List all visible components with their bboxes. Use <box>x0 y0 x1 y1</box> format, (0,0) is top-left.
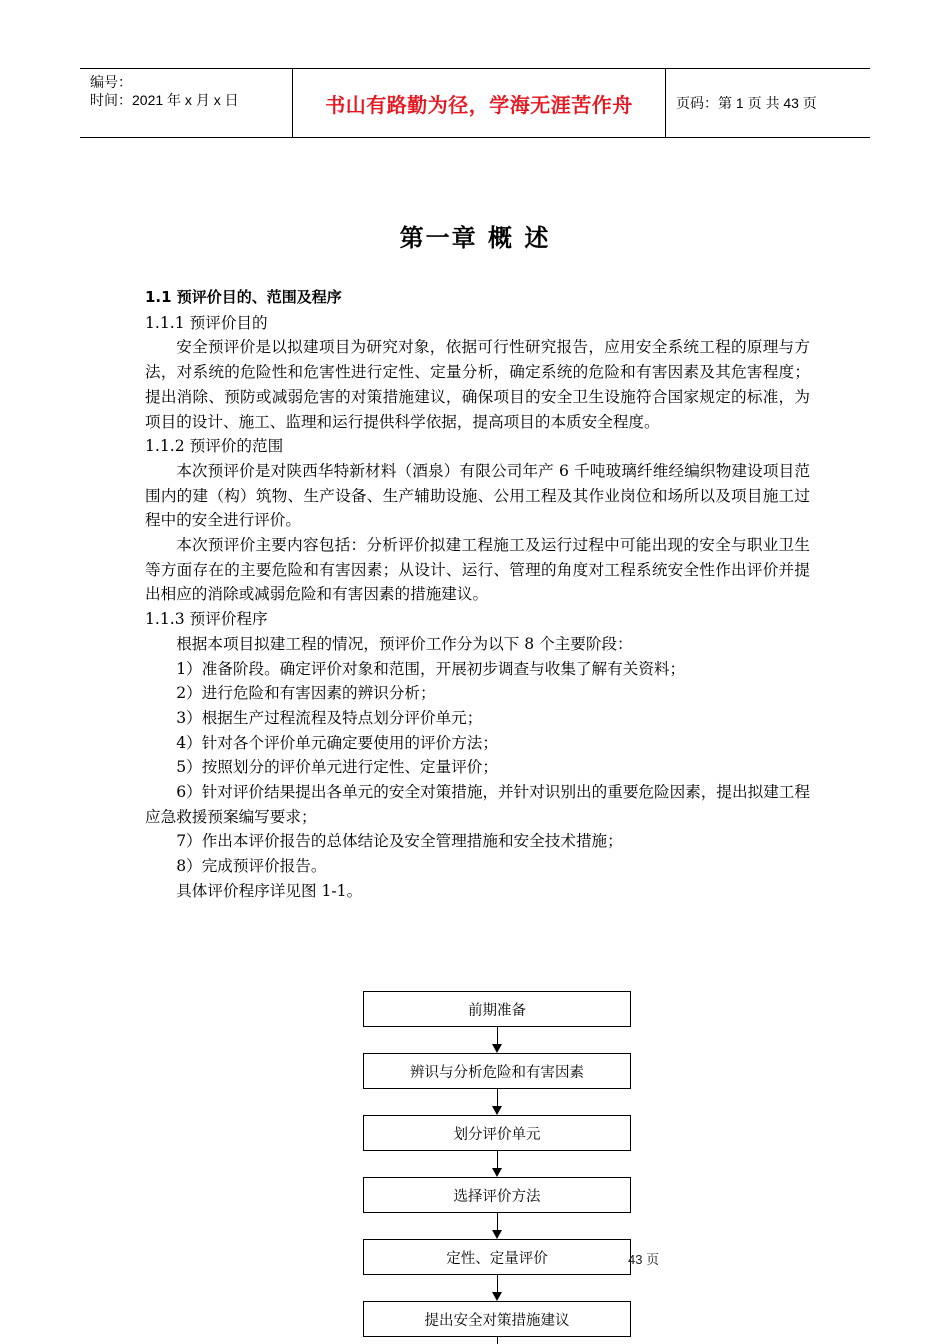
section-heading-1-1: 1.1 预评价目的、范围及程序 <box>145 288 342 306</box>
list-item: 7）作出本评价报告的总体结论及安全管理措施和安全技术措施； <box>176 832 623 851</box>
flow-step-divide-units: 划分评价单元 <box>363 1115 631 1151</box>
arrow-down-icon <box>492 1168 502 1177</box>
flow-step-countermeasures: 提出安全对策措施建议 <box>363 1301 631 1337</box>
list-item: 8）完成预评价报告。 <box>176 857 327 876</box>
paragraph-scope: 本次预评价是对陕西华特新材料（酒泉）有限公司年产 6 千吨玻璃纤维经编织物建设项目范围内的建（构）筑物、生产设备、生产辅助设施、公用工程及其作业岗位和场所以及项目施工过程中的安全进行评价。 <box>145 461 810 530</box>
header-time-label: 时间：2021 年 x 月 x 日 <box>90 92 239 108</box>
document-body <box>145 285 810 904</box>
arrow-down-icon <box>492 1230 502 1239</box>
arrow-down-icon <box>492 1106 502 1115</box>
subsection-heading-1-1-2: 1.1.2 预评价的范围 <box>145 437 284 456</box>
flow-connector <box>497 1151 498 1168</box>
flow-step-preparation: 前期准备 <box>363 991 631 1027</box>
header-motto-cell <box>292 69 666 137</box>
paragraph-figure-reference: 具体评价程序详见图 1-1。 <box>176 881 363 900</box>
flow-step-select-methods: 选择评价方法 <box>363 1177 631 1213</box>
list-item: 2）进行危险和有害因素的辨识分析； <box>176 684 436 703</box>
subsection-heading-1-1-1: 1.1.1 预评价目的 <box>145 313 268 332</box>
arrow-down-icon <box>492 1292 502 1301</box>
header-meta <box>80 69 292 137</box>
flow-connector <box>497 1275 498 1292</box>
chapter-title: 第一章 概 述 <box>399 224 551 252</box>
header-page-info: 页码：第 1 页 共 43 页 <box>676 95 817 111</box>
list-item: 1）准备阶段。确定评价对象和范围，开展初步调查与收集了解有关资料； <box>176 659 686 678</box>
header-motto: 书山有路勤为径，学海无涯苦作舟 <box>325 92 633 117</box>
header-number-label: 编号： <box>90 74 132 90</box>
page-number-fragment: 43 页 <box>628 1252 660 1267</box>
flow-connector <box>497 1089 498 1106</box>
list-item: 6）针对评价结果提出各单元的安全对策措施，并针对识别出的重要危险因素，提出拟建工程应急救援预案编写要求； <box>145 783 810 826</box>
page-header <box>80 68 870 138</box>
flow-step-evaluation: 定性、定量评价 <box>363 1239 631 1275</box>
header-page-info-cell <box>666 69 870 137</box>
subsection-heading-1-1-3: 1.1.3 预评价程序 <box>145 610 268 629</box>
paragraph-scope-content: 本次预评价主要内容包括：分析评价拟建工程施工及运行过程中可能出现的安全与职业卫生等方面存在的主要危险和有害因素；从设计、运行、管理的角度对工程系统安全性作出评价并提出相应的消除或减弱危险和有害因素的措施建议。 <box>145 536 810 604</box>
list-item: 4）针对各个评价单元确定要使用的评价方法； <box>176 733 498 752</box>
flow-connector <box>497 1213 498 1230</box>
paragraph-purpose: 安全预评价是以拟建项目为研究对象，依据可行性研究报告，应用安全系统工程的原理与方法，对系统的危险性和危害性进行定性、定量分析，确定系统的危险和有害因素及其危害程度；提出消除、预防或减弱危害的对策措施建议，确保项目的安全卫生设施符合国家规定的标准，为项目的设计、施工、监理和运行提供科学依据，提高项目的本质安全程度。 <box>145 338 810 431</box>
flow-step-hazard-identification: 辨识与分析危险和有害因素 <box>363 1053 631 1089</box>
list-item: 5）按照划分的评价单元进行定性、定量评价； <box>176 758 498 777</box>
flow-connector <box>497 1027 498 1044</box>
arrow-down-icon <box>492 1044 502 1053</box>
paragraph-procedure-intro: 根据本项目拟建工程的情况，预评价工作分为以下 8 个主要阶段： <box>176 634 633 653</box>
flow-connector <box>497 1337 498 1344</box>
list-item: 3）根据生产过程流程及特点划分评价单元； <box>176 708 483 727</box>
